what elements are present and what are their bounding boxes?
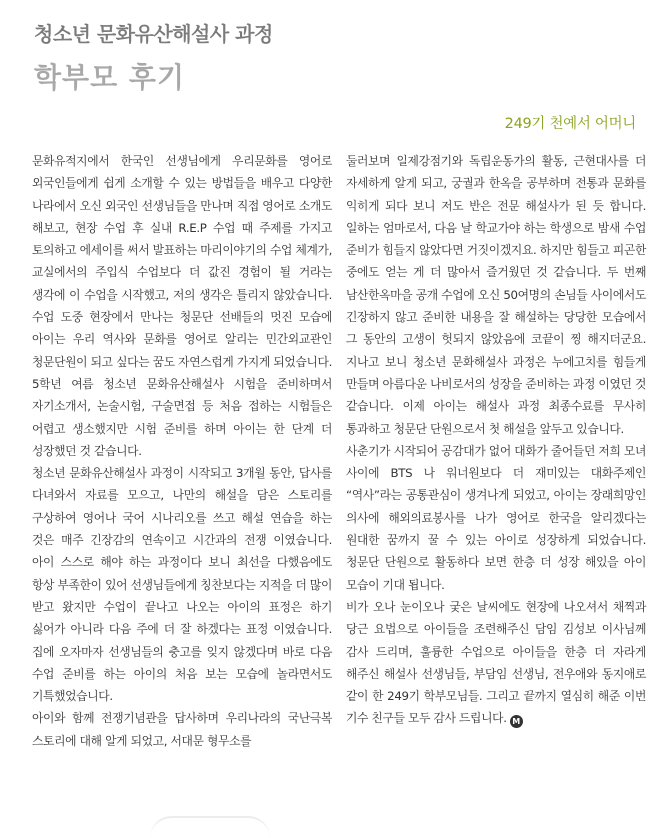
paragraph-text: 비가 오나 눈이오나 궂은 날씨에도 현장에 나오셔서 채찍과 당근 요법으로 아이들을 조련해주신 담임 김성보 이사님께 감사 드리며, 훌륭한 수업으로 아이들을 한층 더 자라게 해주신 해설사 선생님들, 부담임 선생님, 전우애와 동지애로 같이 한 249기 학부모님들. 그리고 끝까지 열심히 해준 이번 기수 친구들 모두 감사 드립니다. [346,599,646,726]
section-subtitle: 청소년 문화유산해설사 과정 [34,22,273,46]
paragraph: 둘러보며 일제강점기와 독립운동가의 활동, 근현대사를 더 자세하게 알게 되고, 궁궐과 한옥을 공부하며 전통과 문화를 익히게 되다 보니 저도 반은 전문 해설사가 된 듯 합니다. 일하는 엄마로서, 다음 날 학교가야 하는 학생으로 밤새 수업 준비가 힘들지 않았다면 거짓이겠지요. 하지만 힘들고 피곤한 중에도 얻는 게 더 많아서 즐거웠던 것 같습니다. 두 번째 남산한옥마을 공개 수업에 오신 50여명의 손님들 사이에서도 긴장하지 않고 준비한 내용을 잘 해설하는 당당한 모습에서 그 동안의 고생이 헛되지 않았음에 코끝이 찡 해지더군요. 지나고 보니 청소년 문화해설사 과정은 누에고치를 힘들게 만들며 아름다운 나비로서의 성장을 준비하는 과정 이였던 것 같습니다. 이제 아이는 해설사 과정 최종수료를 무사히 통과하고 청문단 단원으로서 첫 해설을 앞두고 있습니다. [346,154,646,436]
page-title: 학부모 후기 [34,61,185,94]
left-column [32,150,332,752]
right-column [346,150,646,730]
paragraph [346,596,646,730]
paragraph: 아이와 함께 전쟁기념관을 답사하며 우리나라의 국난극복 스토리에 대해 알게 되었고, 서대문 형무소를 [32,711,332,748]
end-mark-icon: M [510,715,523,728]
paragraph: 문화유적지에서 한국인 선생님에게 우리문화를 영어로 외국인들에게 쉽게 소개할 수 있는 방법들을 배우고 다양한 나라에서 오신 외국인 선생님들을 만나며 직접 영어로 소개도 해보고, 현장 수업 후 실내 R.E.P 수업 때 주제를 가지고 토의하고 에세이를 써서 발표하는 마리이야기의 수업 체계가, 교실에서의 주입식 수업보다 더 값진 경험이 될 거라는 생각에 이 수업을 시작했고, 저의 생각은 틀리지 않았습니다. 수업 도중 현장에서 만나는 청문단 선배들의 멋진 모습에 아이는 우리 역사와 문화를 영어로 알리는 민간외교관인 청문단원이 되고 싶다는 꿈도 자연스럽게 가지게 되었습니다. 5학년 여름 청소년 문화유산해설사 시험을 준비하며서 자기소개서, 논술시험, 구술면접 등 처음 접하는 시험들은 어렵고 생소했지만 시험 준비를 하며 아이는 한 단계 더 성장했던 것 같습니다. [32,154,332,458]
author-byline: 249기 천예서 어머니 [504,116,636,132]
decorative-roof-graphic [150,816,270,838]
paragraph: 청소년 문화유산해설사 과정이 시작되고 3개월 동안, 답사를 다녀와서 자료를 모으고, 나만의 해설을 담은 스토리를 구상하여 영어나 국어 시나리오를 쓰고 해설 연습을 하는 것은 매주 긴장감의 연속이고 시간과의 전쟁 이였습니다. 아이 스스로 해야 하는 과정이다 보니 최선을 다했음에도 항상 부족한이 있어 선생님들에게 칭찬보다는 지적을 더 많이 받고 왔지만 수업이 끝나고 나오는 아이의 표정은 하기 싫어가 아니라 다음 주에 더 잘 하겠다는 표정 이였습니다. 집에 오자마자 선생님들의 충고를 잊지 않겠다며 바로 다음 수업 준비를 하는 아이의 처음 보는 모습에 놀라면서도 기특했었습니다. [32,466,332,704]
paragraph: 사춘기가 시작되어 공감대가 없어 대화가 줄어들던 저희 모녀 사이에 BTS 나 워너원보다 더 재미있는 대화주제인 “역사”라는 공통관심이 생겨나게 되었고, 아이는 장래희망인 의사에 해외의료봉사를 나가 영어로 한국을 알리겠다는 원대한 꿈까지 꿀 수 있는 아이로 성장하게 되었습니다. 청문단 단원으로 활동하다 보면 한층 더 성장 해있을 아이 모습이 기대 됩니다. [346,443,646,592]
